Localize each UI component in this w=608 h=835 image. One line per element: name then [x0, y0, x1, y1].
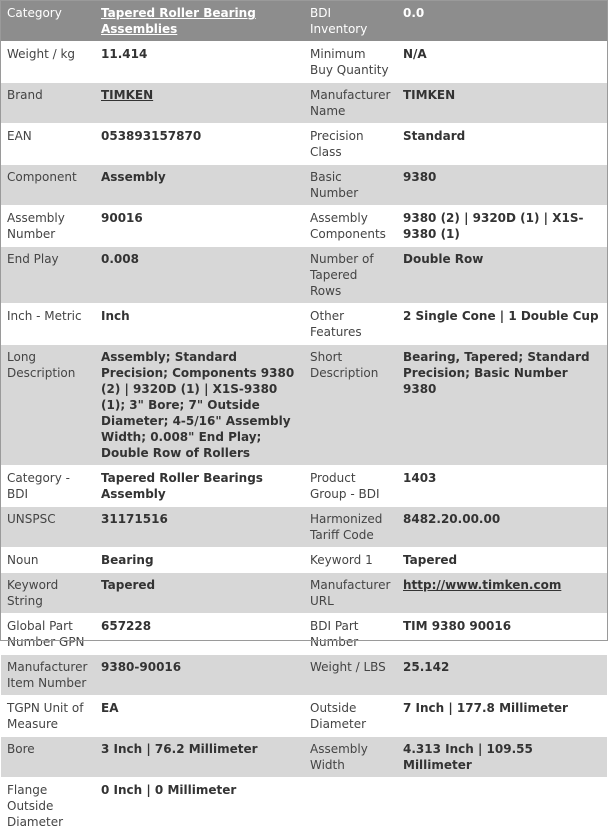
table-row — [1, 42, 607, 83]
spec-label: Number of Tapered Rows — [304, 247, 397, 304]
spec-label: Manufacturer Item Number — [1, 655, 95, 696]
spec-value: 1403 — [397, 466, 607, 507]
spec-value: N/A — [397, 42, 607, 83]
spec-value: Standard — [397, 124, 607, 165]
spec-label: Minimum Buy Quantity — [304, 42, 397, 83]
category-link[interactable]: Tapered Roller Bearing Assemblies — [101, 6, 256, 36]
spec-value: 8482.20.00.00 — [397, 507, 607, 548]
spec-value: Tapered Roller Bearings Assembly — [95, 466, 304, 507]
spec-label: Assembly Width — [304, 737, 397, 778]
spec-value: Inch — [95, 304, 304, 345]
spec-value: Tapered — [95, 573, 304, 614]
table-row — [1, 466, 607, 507]
table-row — [1, 247, 607, 304]
table-row — [1, 655, 607, 696]
table-row — [1, 345, 607, 466]
table-row — [1, 507, 607, 548]
spec-value: 2 Single Cone | 1 Double Cup — [397, 304, 607, 345]
spec-value: Bearing, Tapered; Standard Precision; Basic Number 9380 — [397, 345, 607, 466]
spec-value: Bearing — [95, 548, 304, 573]
spec-label: BDI Inventory — [304, 1, 397, 42]
spec-value: 31171516 — [95, 507, 304, 548]
spec-label: Assembly Number — [1, 206, 95, 247]
spec-label: BDI Part Number — [304, 614, 397, 655]
spec-label: Harmonized Tariff Code — [304, 507, 397, 548]
table-row — [1, 548, 607, 573]
spec-value: 9380 (2) | 9320D (1) | X1S-9380 (1) — [397, 206, 607, 247]
spec-value: 90016 — [95, 206, 304, 247]
table-row — [1, 778, 607, 835]
table-row — [1, 1, 607, 42]
spec-label: Product Group - BDI — [304, 466, 397, 507]
spec-value: TIM 9380 90016 — [397, 614, 607, 655]
spec-label: Flange Outside Diameter — [1, 778, 95, 835]
table-row — [1, 737, 607, 778]
spec-label: Weight / LBS — [304, 655, 397, 696]
spec-label: Bore — [1, 737, 95, 778]
table-row — [1, 614, 607, 655]
spec-value: 25.142 — [397, 655, 607, 696]
spec-label: Keyword String — [1, 573, 95, 614]
spec-label: Other Features — [304, 304, 397, 345]
spec-value: 0.008 — [95, 247, 304, 304]
spec-label: Manufacturer URL — [304, 573, 397, 614]
spec-value: Tapered — [397, 548, 607, 573]
spec-label: Category — [1, 1, 95, 42]
spec-value: Assembly; Standard Precision; Components 9380 (2) | 9320D (1) | X1S-9380 (1); 3" Bore; 7" Outside Diameter; 4-5/16" Assembly Width; 0.008" End Play; Double Row of Rollers — [95, 345, 304, 466]
spec-label: UNSPSC — [1, 507, 95, 548]
product-spec-table — [1, 1, 607, 835]
spec-label: EAN — [1, 124, 95, 165]
spec-value — [95, 1, 304, 42]
spec-value — [95, 83, 304, 124]
spec-label: Manufacturer Name — [304, 83, 397, 124]
spec-label: Long Description — [1, 345, 95, 466]
manufacturer-url-link[interactable]: http://www.timken.com — [403, 578, 562, 592]
spec-label: TGPN Unit of Measure — [1, 696, 95, 737]
spec-value: 7 Inch | 177.8 Millimeter — [397, 696, 607, 737]
spec-label: Assembly Components — [304, 206, 397, 247]
spec-label: Keyword 1 — [304, 548, 397, 573]
spec-label — [304, 778, 397, 835]
brand-link[interactable]: TIMKEN — [101, 88, 154, 102]
table-row — [1, 696, 607, 737]
spec-value: EA — [95, 696, 304, 737]
spec-label: Basic Number — [304, 165, 397, 206]
spec-label: Brand — [1, 83, 95, 124]
spec-value — [397, 778, 607, 835]
spec-value: 9380 — [397, 165, 607, 206]
spec-label: Noun — [1, 548, 95, 573]
spec-value: TIMKEN — [397, 83, 607, 124]
table-row — [1, 165, 607, 206]
table-row — [1, 124, 607, 165]
table-row — [1, 573, 607, 614]
spec-label: End Play — [1, 247, 95, 304]
spec-value: 053893157870 — [95, 124, 304, 165]
spec-label: Short Description — [304, 345, 397, 466]
spec-value: 0 Inch | 0 Millimeter — [95, 778, 304, 835]
spec-label: Inch - Metric — [1, 304, 95, 345]
spec-label: Precision Class — [304, 124, 397, 165]
spec-label: Category - BDI — [1, 466, 95, 507]
spec-value: 0.0 — [397, 1, 607, 42]
spec-label: Component — [1, 165, 95, 206]
spec-value: 4.313 Inch | 109.55 Millimeter — [397, 737, 607, 778]
spec-value: 9380-90016 — [95, 655, 304, 696]
table-row — [1, 206, 607, 247]
table-row — [1, 83, 607, 124]
spec-label: Outside Diameter — [304, 696, 397, 737]
spec-value: 11.414 — [95, 42, 304, 83]
spec-label: Global Part Number GPN — [1, 614, 95, 655]
spec-value: 3 Inch | 76.2 Millimeter — [95, 737, 304, 778]
spec-value: 657228 — [95, 614, 304, 655]
table-row — [1, 304, 607, 345]
spec-value: Double Row — [397, 247, 607, 304]
spec-label: Weight / kg — [1, 42, 95, 83]
spec-value — [397, 573, 607, 614]
spec-value: Assembly — [95, 165, 304, 206]
